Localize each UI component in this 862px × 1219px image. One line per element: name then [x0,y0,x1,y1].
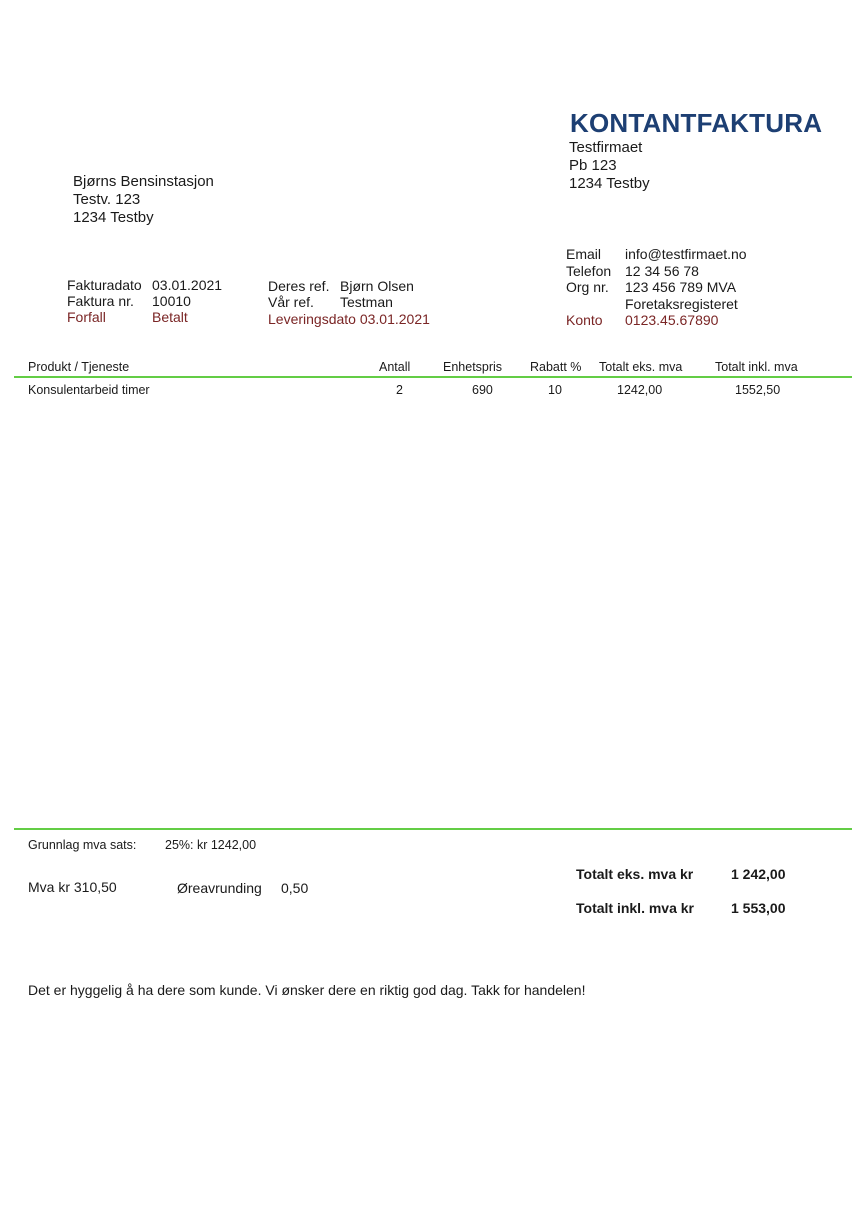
line-unit-price: 690 [472,383,493,397]
due-value: Betalt [152,309,188,325]
account-value: 0123.45.67890 [625,312,719,328]
col-total-inc: Totalt inkl. mva [715,360,798,374]
our-ref-value: Testman [340,294,393,310]
col-qty: Antall [379,360,411,374]
email-value: info@testfirmaet.no [625,246,747,262]
total-ex-value: 1 242,00 [731,866,786,882]
total-ex-label: Totalt eks. mva kr [576,866,694,882]
vat-basis-label: Grunnlag mva sats: [28,838,137,852]
buyer-address [73,173,214,227]
delivery-date [268,311,430,328]
col-unit-price: Enhetspris [443,360,503,374]
line-qty: 2 [396,383,403,397]
our-ref-label: Vår ref. [268,294,314,310]
account-label: Konto [566,312,603,328]
line-total-inc: 1552,50 [735,383,781,397]
seller-name: Testfirmaet [569,139,643,156]
vat-basis-value: 25%: kr 1242,00 [165,838,257,852]
line-discount: 10 [548,383,562,397]
phone-value: 12 34 56 78 [625,263,699,279]
total-inc-label: Totalt inkl. mva kr [576,900,694,916]
vat-amount [28,879,117,896]
registry-value: Foretaksregisteret [625,296,738,312]
vat-amount-label: Mva kr [28,879,70,895]
col-discount: Rabatt % [530,360,582,374]
col-product: Produkt / Tjeneste [28,360,130,374]
total-inc-value: 1 553,00 [731,900,786,916]
line-product: Konsulentarbeid timer [28,383,150,397]
org-value: 123 456 789 MVA [625,279,737,295]
buyer-name: Bjørns Bensinstasjon [73,173,214,190]
rounding-value: 0,50 [281,880,309,896]
header-divider [14,376,852,378]
seller-postal: 1234 Testby [569,175,650,192]
invoice-date-value: 03.01.2021 [152,277,223,293]
invoice-number-value: 10010 [152,293,191,309]
invoice-date-label: Fakturadato [67,277,142,293]
rounding-label: Øreavrunding [177,880,262,896]
delivery-date-label: Leveringsdato [268,311,356,327]
seller-street: Pb 123 [569,157,617,174]
email-label: Email [566,246,602,262]
buyer-postal: 1234 Testby [73,209,154,226]
footer-divider [14,828,852,830]
delivery-date-value: 03.01.2021 [359,311,430,327]
your-ref-value: Bjørn Olsen [340,278,414,294]
your-ref-label: Deres ref. [268,278,330,294]
thank-you-note: Det er hyggelig å ha dere som kunde. Vi ønsker dere en riktig god dag. Takk for handelen! [28,982,586,998]
vat-amount-value: 310,50 [73,879,117,895]
invoice-number-label: Faktura nr. [67,293,134,309]
seller-address [569,139,650,193]
invoice-title: KONTANTFAKTURA [570,108,823,138]
buyer-street: Testv. 123 [73,191,141,208]
line-total-ex: 1242,00 [617,383,663,397]
col-total-ex: Totalt eks. mva [599,360,683,374]
phone-label: Telefon [566,263,612,279]
org-label: Org nr. [566,279,609,295]
due-label: Forfall [67,309,106,325]
